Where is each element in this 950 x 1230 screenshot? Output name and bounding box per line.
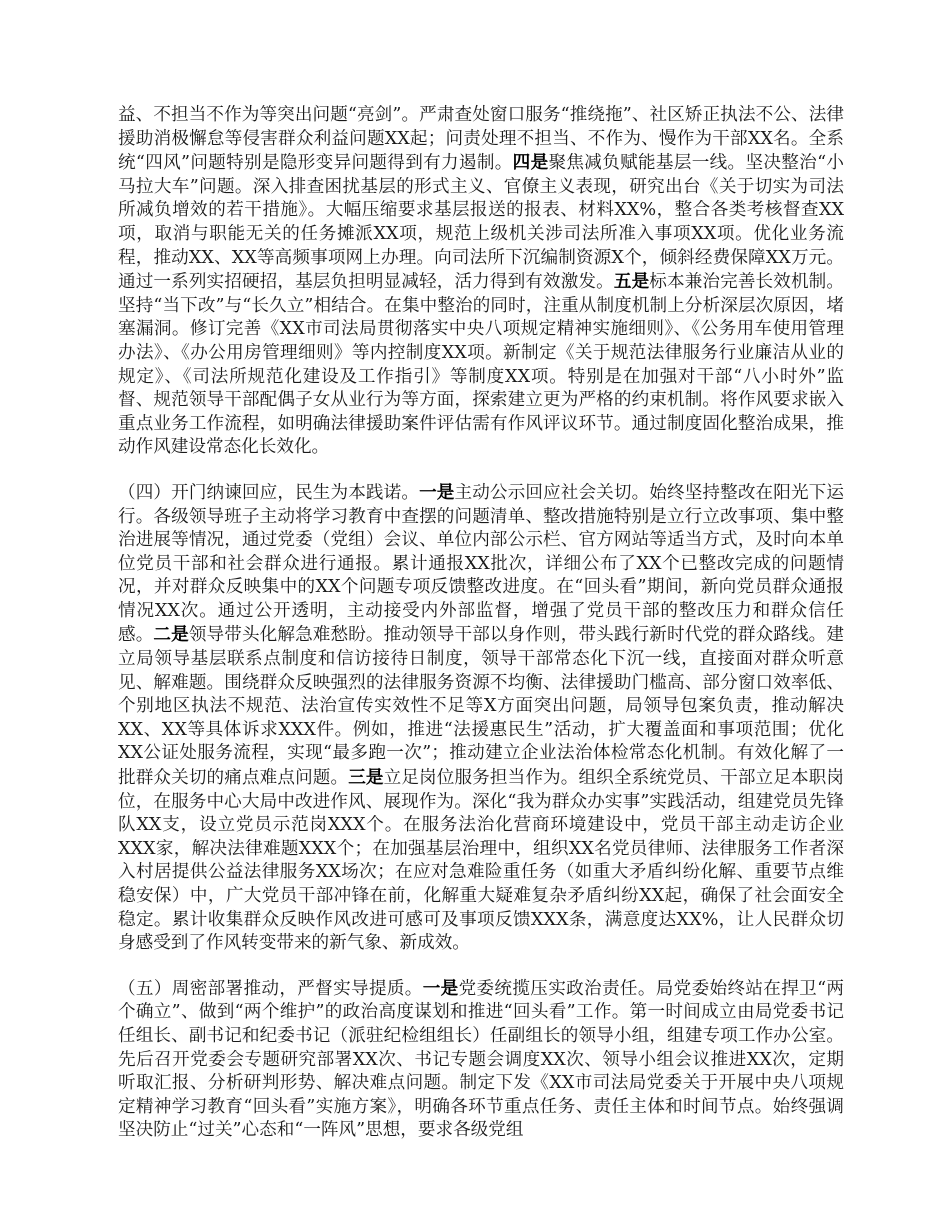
section-heading: （四）开门纳谏回应，民生为本践诺。	[118, 482, 420, 503]
text-segment: 领导带头化解急难愁盼。推动领导干部以身作则，带头践行新时代党的群众路线。建立局领导基层联系点制度和信访接待日制度，领导干部常态化下沉一线，直接面对群众听意见、解难题。围绕群众反映强烈的法律服务资源不均衡、法律援助门槛高、部分窗口效率低、个别地区执法不规范、法治宣传实效性不足等X方面突出问题，局领导包案负责，推动解决XX、XX等具体诉求XXX件。例如，推进“法援惠民生”活动，扩大覆盖面和事项范围；优化XX公证处服务流程，实现“最多跑一次”；推动建立企业法治体检常态化机制。有效化解了一批群众关切的痛点难点问题。	[118, 625, 844, 789]
keyword-first: 一是	[422, 977, 459, 999]
text-segment: 党委统揽压实政治责任。局党委始终站在捍卫“两个确立”、做到“两个维护”的政治高度谋划和推进“回头看”工作。第一时间成立由局党委书记任组长、副书记和纪委书记（派驻纪检组组长）任副组长的领导小组，组建专项工作办公室。先后召开党委会专题研究部署XX次、书记专题会调度XX次、领导小组会议推进XX次，定期听取汇报、分析研判形势、解决难点问题。制定下发《XX市司法局党委关于开展中央八项规定精神学习教育“回头看”实施方案》，明确各环节重点任务、责任主体和时间节点。始终强调坚决防止“过关”心态和“一阵风”思想，要求各级党组	[118, 978, 844, 1141]
document-body	[118, 104, 844, 1143]
text-segment: 益、不担当不作为等突出问题“亮剑”。严肃查处窗口服务“推绕拖”、社区矫正执法不公、法律援助消极懈怠等侵害群众利益问题XX起；问责处理不担当、不作为、慢作为干部XX名。全系统“四风”问题特别是隐形变异问题得到有力遏制。	[118, 105, 844, 174]
keyword-fourth: 四是	[512, 152, 549, 174]
section-heading: （五）周密部署推动，严督实导提质。	[118, 978, 423, 999]
paragraph-section-5	[118, 977, 844, 1143]
keyword-third: 三是	[348, 767, 384, 789]
text-segment: 立足岗位服务担当作为。组织全系统党员、干部立足本职岗位，在服务中心大局中改进作风、展现作为。深化“我为群众办实事”实践活动，组建党员先锋队XX支，设立党员示范岗XXX个。在服务法治化营商环境建设中，党员干部主动走访企业XXX家，解决法律难题XXX个；在加强基层治理中，组织XX名党员律师、法律服务工作者深入村居提供公益法律服务XX场次；在应对急难险重任务（如重大矛盾纠纷化解、重要节点维稳安保）中，广大党员干部冲锋在前，化解重大疑难复杂矛盾纠纷XX起，确保了社会面安全稳定。累计收集群众反映作风改进可感可及事项反馈XXX条，满意度达XX%，让人民群众切身感受到了作风转变带来的新气象、新成效。	[118, 768, 844, 954]
text-segment: 标本兼治完善长效机制。坚持“当下改”与“长久立”相结合。在集中整治的同时，注重从制度机制上分析深层次原因，堵塞漏洞。修订完善《XX市司法局贯彻落实中央八项规定精神实施细则》、《公务用车使用管理办法》、《办公用房管理细则》等内控制度XX项。新制定《关于规范法律服务行业廉洁从业的规定》、《司法所规范化建设及工作指引》等制度XX项。特别是在加强对干部“八小时外”监督、规范领导干部配偶子女从业行为等方面，探索建立更为严格的约束机制。将作风要求嵌入重点业务工作流程，如明确法律援助案件评估需有作风评议环节。通过制度固化整治成果，推动作风建设常态化长效化。	[118, 272, 844, 458]
keyword-second: 二是	[153, 624, 189, 646]
keyword-fifth: 五是	[613, 271, 650, 293]
keyword-first: 一是	[419, 481, 455, 503]
text-segment: 主动公示回应社会关切。始终坚持整改在阳光下运行。各级领导班子主动将学习教育中查摆的问题清单、整改措施特别是立行立改事项、集中整治进展等情况，通过党委（党组）会议、单位内部公示栏、官方网站等适当方式，及时向本单位党员干部和社会群众进行通报。累计通报XX批次，详细公布了XX个已整改完成的问题情况，并对群众反映集中的XX个问题专项反馈整改进度。在“回头看”期间，新向党员群众通报情况XX次。通过公开透明，主动接受内外部监督，增强了党员干部的整改压力和群众信任感。	[118, 482, 844, 646]
paragraph-section-4	[118, 481, 844, 956]
text-segment: 聚焦减负赋能基层一线。坚决整治“小马拉大车”问题。深入排查困扰基层的形式主义、官僚主义表现，研究出台《关于切实为司法所减负增效的若干措施》。大幅压缩要求基层报送的报表、材料XX%，整合各类考核督查XX项，取消与职能无关的任务摊派XX项，规范上级机关涉司法所准入事项XX项。优化业务流程，推动XX、XX等高频事项网上办理。向司法所下沉编制资源X个，倾斜经费保障XX万元。通过一系列实招硬招，基层负担明显减轻，活力得到有效激发。	[118, 153, 844, 293]
paragraph-continuation	[118, 104, 844, 460]
